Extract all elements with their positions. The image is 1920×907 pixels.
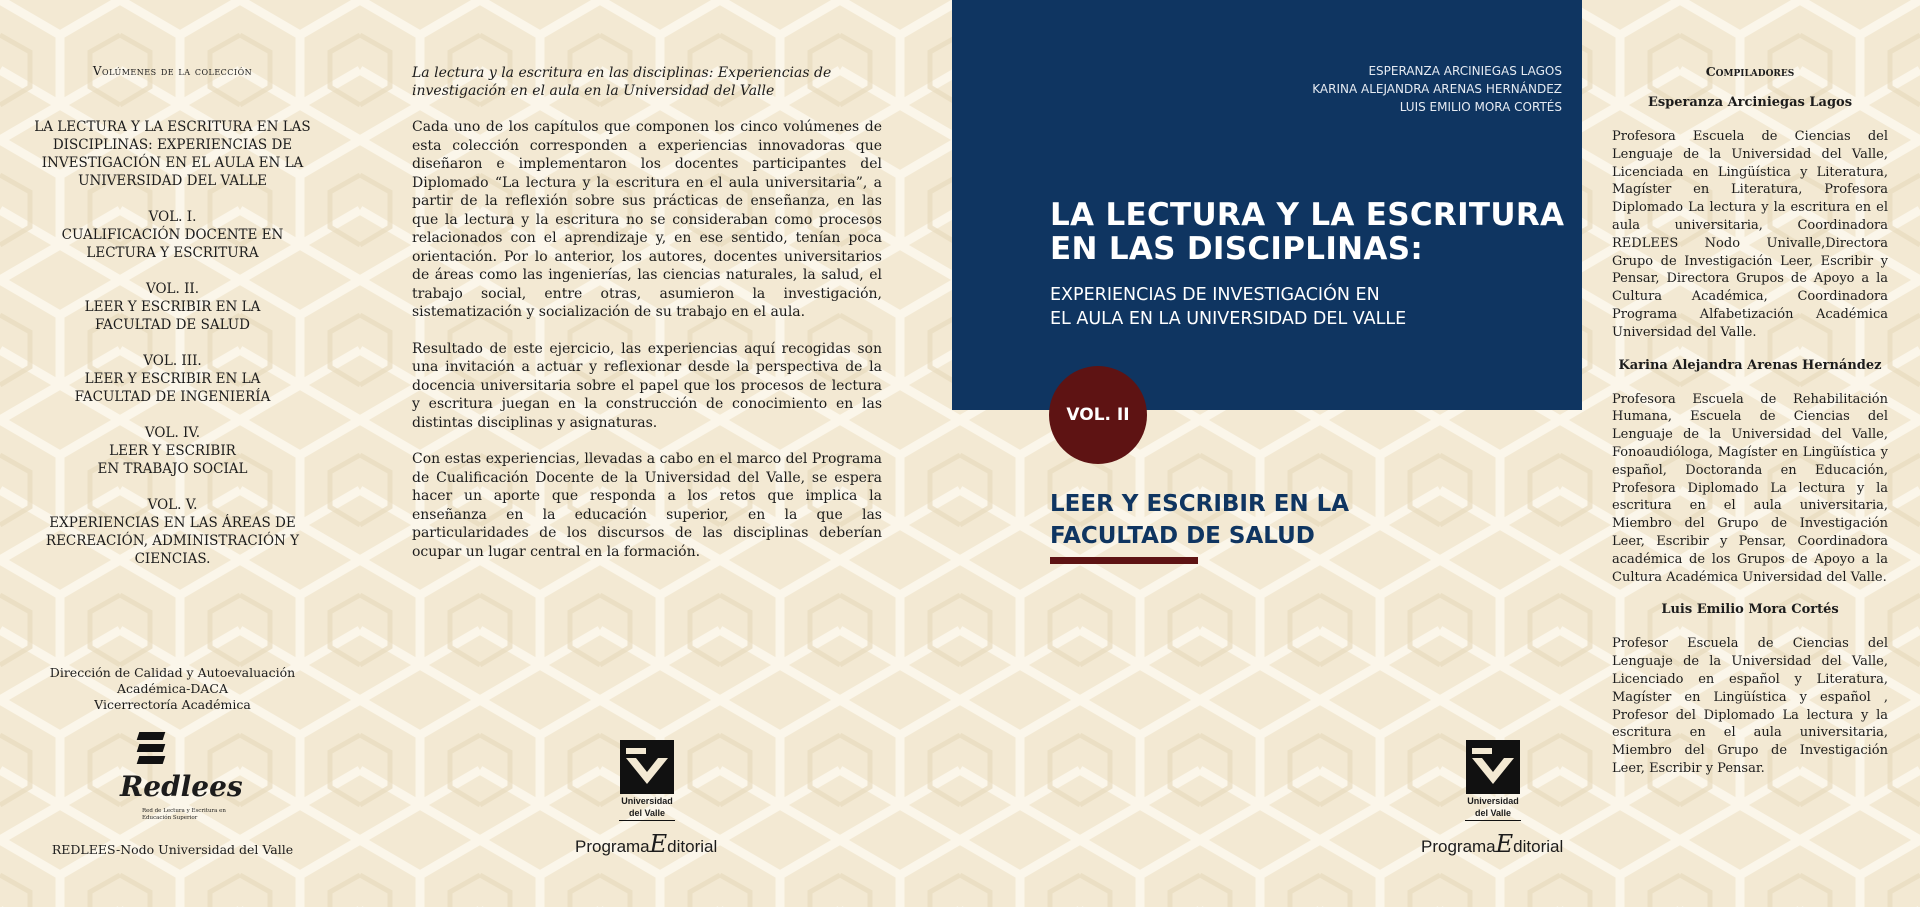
volume-title-line: EN TRABAJO SOCIAL: [97, 461, 248, 477]
cover-title-block: [952, 0, 1582, 410]
compiler-bio: Profesor Escuela de Ciencias del Lenguaje de la Universidad del Valle, Licenciado en español y Literatura, Magíster en Lingüística y español , Profesor del Diplomado La lectura y la escritura en el aula universitaria, Miembro del Grupo de Investigación Leer, Escribir y Pensar.: [1612, 636, 1888, 776]
volume-badge: VOL. II: [1049, 366, 1147, 464]
volume-title-line: FACULTAD DE SALUD: [94, 317, 251, 333]
daca-line: Académica-DACA: [116, 681, 229, 696]
volume-title-line: FACULTAD DE INGENIERÍA: [74, 389, 271, 405]
compiler-name: Esperanza Arciniegas Lagos: [1647, 95, 1853, 110]
volume-number: VOL. III.: [143, 353, 202, 369]
volume-title-line: LEER Y ESCRIBIR EN LA: [84, 371, 261, 387]
daca-credit: [0, 665, 345, 713]
daca-line: Dirección de Calidad y Autoevaluación: [49, 665, 296, 680]
redlees-tagline: Red de Lectura y Escritura en Educación Superior: [142, 808, 226, 821]
volume-title-line: FACULTAD DE SALUD: [1050, 523, 1315, 549]
back-cover-paragraph: Con estas experiencias, llevadas a cabo en el marco del Programa de Cualificación Docente de la Universidad del Valle, se espera hacer un aporte que responda a los retos que implica la enseñanza en la educación superior, en la que las particularidades de los discursos de las disciplinas deberían ocupar un lugar central en la formación.: [412, 451, 882, 560]
volume-entry: [0, 496, 345, 568]
volume-title-line: LECTURA Y ESCRITURA: [86, 245, 259, 261]
compilers-heading: Compiladores: [1705, 64, 1795, 79]
editorial-flourish: E: [1495, 830, 1514, 858]
volume-number: VOL. II.: [145, 281, 200, 297]
author-list: [1312, 62, 1562, 116]
univalle-name-line: del Valle: [1474, 808, 1512, 818]
editorial-text: ditorial: [667, 837, 718, 856]
volume-entry: [0, 424, 345, 478]
author-name: LUIS EMILIO MORA CORTÉS: [1399, 100, 1562, 114]
compiler-list: [1612, 95, 1888, 778]
author-name: ESPERANZA ARCINIEGAS LAGOS: [1368, 64, 1562, 78]
author-name: KARINA ALEJANDRA ARENAS HERNÁNDEZ: [1312, 82, 1562, 96]
volume-entry: [0, 208, 345, 262]
front-cover: [952, 0, 1582, 907]
volume-entry: [0, 280, 345, 334]
title-line: EN LAS DISCIPLINAS:: [1050, 231, 1424, 267]
subtitle-line: EXPERIENCIAS DE INVESTIGACIÓN EN: [1050, 285, 1380, 305]
programa-text: Programa: [1421, 837, 1496, 856]
collection-title: LA LECTURA Y LA ESCRITURA EN LAS DISCIPLINAS: EXPERIENCIAS DE INVESTIGACIÓN EN EL AULA EN LA UNIVERSIDAD DEL VALLE: [34, 119, 311, 189]
redlees-wordmark: Redlees: [120, 770, 243, 803]
volume-number: VOL. I.: [148, 209, 197, 225]
book-stack-icon: [138, 732, 164, 768]
redlees-logo: [112, 728, 242, 828]
left-flap: [0, 0, 345, 907]
book-subtitle: [1050, 283, 1406, 331]
compiler-name: Karina Alejandra Arenas Hernández: [1618, 357, 1882, 373]
editorial-flourish: E: [649, 830, 668, 858]
back-cover: [412, 0, 882, 907]
univalle-name-line: del Valle: [628, 808, 666, 818]
editorial-text: ditorial: [1513, 837, 1564, 856]
subtitle-line: EL AULA EN LA UNIVERSIDAD DEL VALLE: [1050, 309, 1407, 329]
volume-title: [1050, 488, 1349, 552]
volume-title-line: LEER Y ESCRIBIR EN LA: [84, 299, 261, 315]
compiler-bio: Profesora Escuela de Rehabilitación Humana, Escuela de Ciencias del Lenguaje de la Universidad del Valle, Fonoaudióloga, Magíster en Lingüística y español, Doctoranda en Educación, Profesora Diplomado La lectura y la escritura en el aula universitaria, Miembro del Grupo de Investigación Leer, Escribir y Pensar, Coordinadora académica de los Grupos de Apoyo a la Cultura Académica Universidad del Valle.: [1612, 391, 1888, 585]
compiler-bio: Profesora Escuela de Ciencias del Lenguaje de la Universidad del Valle, Licenciada en Lingüística y Literatura, Magíster en Literatura, Profesora Diplomado La lectura y la escritura en el aula universitaria, Coordinadora REDLEES Nodo Univalle,Directora Grupo de Investigación Leer, Escribir y Pensar, Directora Grupos de Apoyo a la Cultura Académica, Coordinadora Programa Alfabetización Académica Universidad del Valle.: [1612, 129, 1888, 340]
volume-title-line: CUALIFICACIÓN DOCENTE EN: [61, 227, 284, 243]
programa-text: Programa: [575, 837, 650, 856]
volume-number: VOL. V.: [147, 497, 198, 513]
volume-title-line: LEER Y ESCRIBIR: [109, 443, 236, 459]
back-cover-paragraph: Resultado de este ejercicio, las experiencias aquí recogidas son una invitación a actuar y reflexionar desde la perspectiva de la docencia universitaria sobre el papel que los procesos de lectura y escritura juegan en la construcción de conocimiento en las distintas disciplinas y asignaturas.: [412, 340, 882, 431]
volume-underline: [1050, 557, 1198, 564]
compiler-name: Luis Emilio Mora Cortés: [1661, 602, 1839, 618]
collection-heading: Volúmenes de la colección: [92, 64, 253, 78]
volume-title-line: RECREACIÓN, ADMINISTRACIÓN Y: [45, 533, 300, 549]
univalle-name-line: Universidad: [621, 796, 673, 806]
book-title: [1050, 198, 1564, 266]
title-line: LA LECTURA Y LA ESCRITURA: [1050, 197, 1565, 233]
volume-title-line: CIENCIAS.: [134, 551, 211, 567]
back-cover-intro: La lectura y la escritura en las disciplinas: Experiencias de investigación en el aula en la Universidad del Valle: [412, 65, 832, 99]
univalle-name-line: Universidad: [1467, 796, 1519, 806]
volume-list: [0, 208, 345, 568]
right-flap: [1612, 0, 1888, 907]
volume-title-line: EXPERIENCIAS EN LAS ÁREAS DE: [49, 515, 296, 531]
back-cover-paragraph: Cada uno de los capítulos que componen los cinco volúmenes de esta colección corresponden a experiencias innovadoras que diseñaron e implementaron los docentes participantes del Diplomado “La lectura y la escritura en el aula universitaria”, a partir de la reflexión sobre sus prácticas de enseñanza, en las que la lectura y la escritura no se consideraban como procesos relacionados con el aprendizaje y, en ese sentido, tenían poca orientación. Por lo anterior, los autores, docentes universitarios de áreas como las ingenierías, las ciencias naturales, la salud, el trabajo social, entre otras, asumieron la investigación, sistematización y socialización de su trabajo en el aula.: [412, 119, 882, 320]
redlees-nodo: REDLEES-Nodo Universidad del Valle: [51, 842, 294, 857]
daca-line: Vicerrectoría Académica: [94, 697, 251, 712]
volume-title-line: LEER Y ESCRIBIR EN LA: [1050, 491, 1350, 517]
volume-number: VOL. IV.: [144, 425, 201, 441]
volume-entry: [0, 352, 345, 406]
